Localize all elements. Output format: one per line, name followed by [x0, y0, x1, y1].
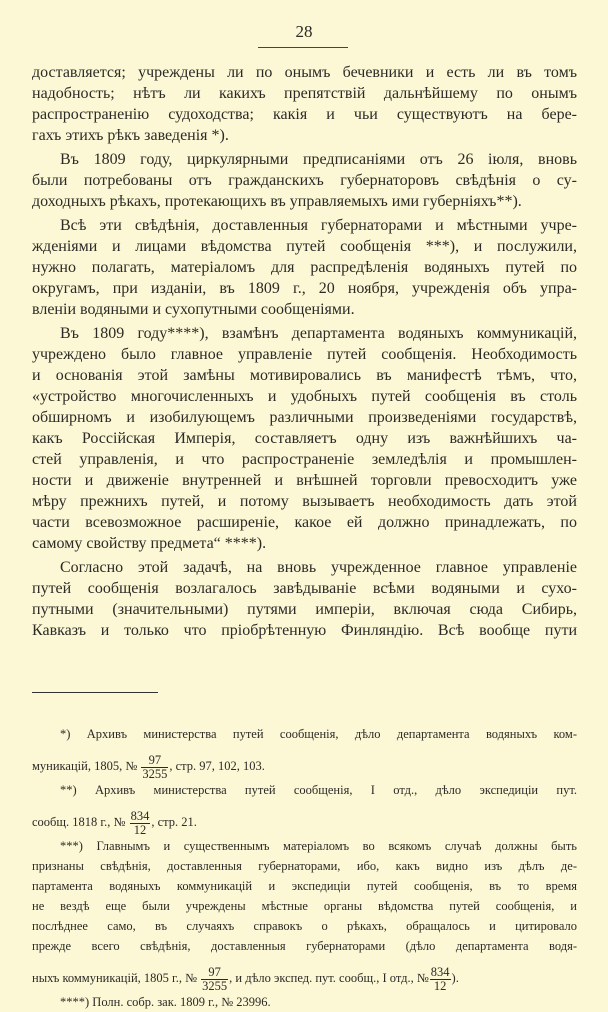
- footnote-line: [32, 916, 577, 936]
- paragraph: [32, 215, 577, 320]
- text-line: части всевозможное расширеніе, какое ей должно принадлежать, по: [32, 514, 577, 531]
- footnote-text: послѣднее само, въ случаяхъ справокъ о рѣкахъ, обращалось и цитировало: [32, 919, 577, 933]
- footnote-text: ***) Главнымъ и существеннымъ матеріаломъ во всякомъ случаѣ должны быть: [60, 839, 577, 853]
- text-line: жденіями и лицами вѣдомства путей сообщенія ***), и послужили,: [32, 238, 577, 255]
- footnote-text: прежде всего свѣдѣнія, доставленныя губернаторами (дѣло департамента водя-: [32, 939, 577, 953]
- footnote-text: партамента водяныхъ коммуникацій и экспедиціи путей сообщенія, въ то время: [32, 879, 577, 893]
- footnote-text: ныхъ коммуникацій, 1805 г., №: [32, 971, 201, 985]
- footnote-text: , и дѣло экспед. пут. сообщ., I отд., №: [229, 971, 429, 985]
- footnote-line: [32, 876, 577, 896]
- footnote-text: муникацій, 1805, №: [32, 759, 141, 773]
- footnote-text: не вездѣ еще были учреждены мѣстные органы вѣдомства путей сообщенія, и: [32, 899, 577, 913]
- fraction: [130, 810, 151, 837]
- paragraph: [32, 62, 577, 146]
- footnote-text: ).: [451, 971, 459, 985]
- footnote-separator: [32, 692, 158, 693]
- footnote-text: **) Архивъ министерства путей сообщенія, I отд., дѣло экспедиціи пут.: [60, 783, 577, 797]
- footnote-line: [32, 856, 577, 876]
- text-line: Въ 1809 году, циркулярными предписаніями отъ 26 іюля, вновь: [60, 151, 577, 168]
- text-line: округамъ, при изданіи, въ 1809 г., 20 ноября, учрежденія объ упра-: [32, 280, 577, 297]
- fraction-numerator: 97: [141, 754, 168, 768]
- text-line: Всѣ эти свѣдѣнія, доставленныя губернаторами и мѣстными учре-: [60, 217, 577, 234]
- fraction-numerator: 834: [130, 808, 150, 823]
- text-line: доставляется; учреждены ли по онымъ бечевники и есть ли въ томъ: [32, 64, 577, 81]
- text-line: ности и движеніе внутренней и внѣшней торговли превосходитъ уже: [32, 472, 577, 489]
- footnote-text: ****) Полн. собр. зак. 1809 г., № 23996.: [60, 995, 271, 1009]
- footnote-line: [32, 744, 577, 781]
- footnote-line: [32, 956, 577, 993]
- text-line: Кавказъ и только что пріобрѣтенную Финляндію. Всѣ вообще пути: [32, 622, 577, 639]
- fraction-numerator: 97: [201, 966, 228, 980]
- footnote: [32, 724, 577, 781]
- footnote-text: *) Архивъ министерства путей сообщенія, дѣло департамента водяныхъ ком-: [60, 727, 577, 741]
- fraction-denominator: 3255: [202, 978, 228, 993]
- text-line: гахъ этихъ рѣкъ заведенія *).: [32, 127, 229, 144]
- paragraph: [32, 149, 577, 212]
- footnote-line: [32, 992, 577, 1012]
- footnote-line: [32, 896, 577, 916]
- text-line: стей управленія, и что распространеніе земледѣлія и промышлен-: [32, 451, 577, 468]
- text-line: нужно полагать, матеріаломъ для распредѣленія водяныхъ путей по: [32, 259, 577, 276]
- footnotes: [32, 722, 577, 1012]
- fraction-denominator: 12: [133, 822, 147, 837]
- footnote-line: [32, 936, 577, 956]
- text-line: какъ Россійская Имперія, составляетъ одну изъ важнѣйшихъ ча-: [32, 430, 577, 447]
- fraction: [201, 966, 228, 993]
- footnote-text: признаны свѣдѣнія, доставленныя губернаторами, ибо, какъ видно изъ дѣлъ де-: [32, 859, 577, 873]
- footnote-line: [32, 724, 577, 744]
- fraction: [430, 966, 451, 993]
- text-line: «устройство многочисленныхъ и удобныхъ путей сообщенія въ столь: [32, 388, 577, 405]
- page-number-rule: [258, 47, 348, 48]
- main-text: [32, 62, 577, 641]
- footnote-line: [32, 800, 577, 837]
- footnote: [32, 992, 577, 1012]
- footnote-text: , стр. 97, 102, 103.: [169, 759, 265, 773]
- text-line: доходныхъ рѣкахъ, протекающихъ въ управляемыхъ ими губерніяхъ**).: [32, 193, 522, 210]
- text-line: мѣру прежнихъ путей, и потому вызываетъ необходимость дать этой: [32, 493, 577, 510]
- paragraph: [32, 323, 577, 554]
- text-line: путными (значительными) путями имперіи, включая сюда Сибирь,: [32, 601, 577, 618]
- footnote: [32, 836, 577, 993]
- text-line: надобность; нѣтъ ли какихъ препятствій дальнѣйшему по онымъ: [32, 85, 577, 102]
- text-line: вленіи водяными и сухопутными сообщеніями.: [32, 301, 355, 318]
- footnote-text: , стр. 21.: [151, 815, 197, 829]
- footnote-line: [32, 780, 577, 800]
- text-line: путей сообщенія возлагалось завѣдываніе всѣми водяными и сухо-: [32, 580, 577, 597]
- footnote: [32, 780, 577, 837]
- fraction-denominator: 12: [433, 978, 447, 993]
- page-number: 28: [295, 22, 313, 41]
- text-line: Согласно этой задачѣ, на вновь учрежденное главное управленіе: [60, 559, 577, 576]
- fraction: [141, 754, 168, 781]
- text-line: учреждено было главное управленіе путей сообщенія. Необходимость: [32, 346, 577, 363]
- footnote-text: сообщ. 1818 г., №: [32, 815, 129, 829]
- text-line: распространенію судоходства; какія и чьи существуютъ на бере-: [32, 106, 577, 123]
- text-line: и основанія этой замѣны мотивировались въ манифестѣ тѣмъ, что,: [32, 367, 577, 384]
- text-line: обширномъ и изобилующемъ различными произведеніями государствѣ,: [32, 409, 577, 426]
- text-line: Въ 1809 году****), взамѣнъ департамента водяныхъ коммуникацій,: [60, 325, 577, 342]
- paragraph: [32, 557, 577, 641]
- text-line: были потребованы отъ гражданскихъ губернаторовъ свѣдѣнія о су-: [32, 172, 577, 189]
- fraction-denominator: 3255: [142, 766, 168, 781]
- fraction-numerator: 834: [430, 964, 450, 979]
- text-line: самому свойству предмета“ ****).: [32, 535, 267, 552]
- footnote-line: [32, 836, 577, 856]
